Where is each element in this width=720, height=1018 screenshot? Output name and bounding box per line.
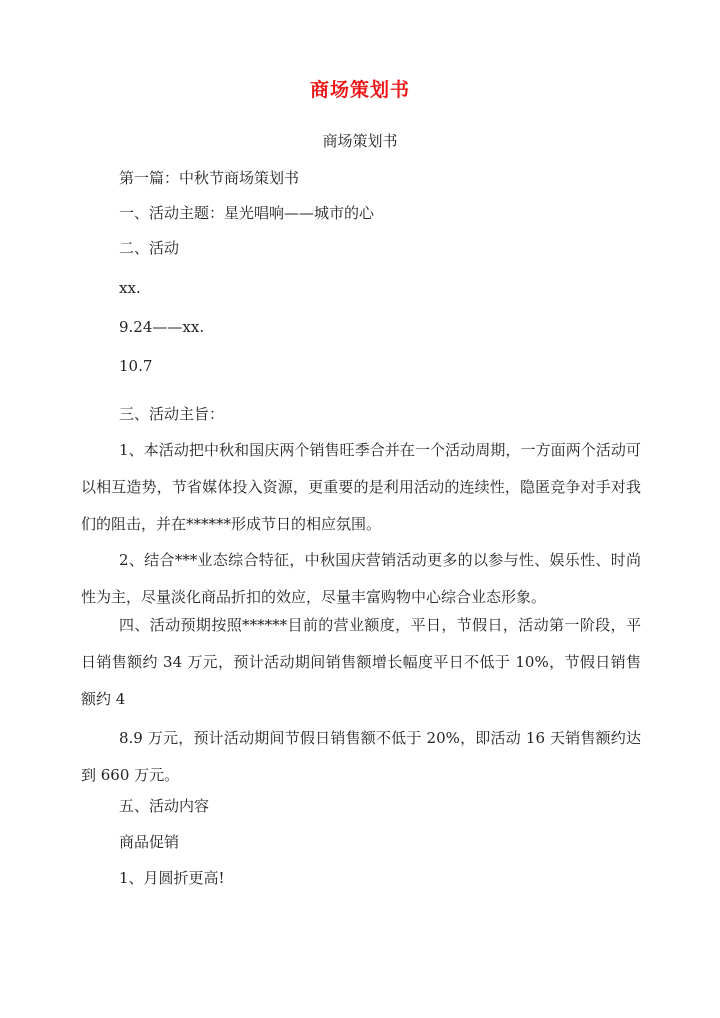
promotion-item-1: 1、月圆折更高! <box>119 869 225 887</box>
promotion-heading: 商品促销 <box>119 833 180 851</box>
chapter-heading: 第一篇：中秋节商场策划书 <box>119 169 300 187</box>
document-subtitle: 商场策划书 <box>322 132 398 150</box>
paragraph-purpose-2: 2、结合***业态综合特征，中秋国庆营销活动更多的以参与性、娱乐性、时尚性为主，尽量淡化商品折扣的效应，尽量丰富购物中心综合业态形象。 <box>81 551 641 606</box>
date-line-2: 9.24——xx. <box>119 318 205 336</box>
paragraph-expectation: 四、活动预期按照******目前的营业额度，平日，节假日，活动第一阶段，平日销售额约 34 万元，预计活动期间销售额增长幅度平日不低于 10%，节假日销售额约 4 <box>81 616 641 708</box>
activity-theme-line: 一、活动主题：星光唱响——城市的心 <box>119 204 375 222</box>
paragraph-expectation-continued: 8.9 万元，预计活动期间节假日销售额不低于 20%，即活动 16 天销售额约达到 660 万元。 <box>81 729 641 784</box>
section-purpose-heading: 三、活动主旨： <box>119 405 225 423</box>
section-content-heading: 五、活动内容 <box>119 797 210 815</box>
document-title: 商场策划书 <box>309 79 410 101</box>
date-line-3: 10.7 <box>119 357 153 375</box>
paragraph-purpose-1: 1、本活动把中秋和国庆两个销售旺季合并在一个活动周期，一方面两个活动可以相互造势，节省媒体投入资源，更重要的是利用活动的连续性，隐匿竞争对手对我们的阻击，并在******形成节日的相应氛围。 <box>81 441 641 533</box>
section-activity-heading: 二、活动 <box>119 239 180 257</box>
date-line-1: xx. <box>119 279 141 297</box>
